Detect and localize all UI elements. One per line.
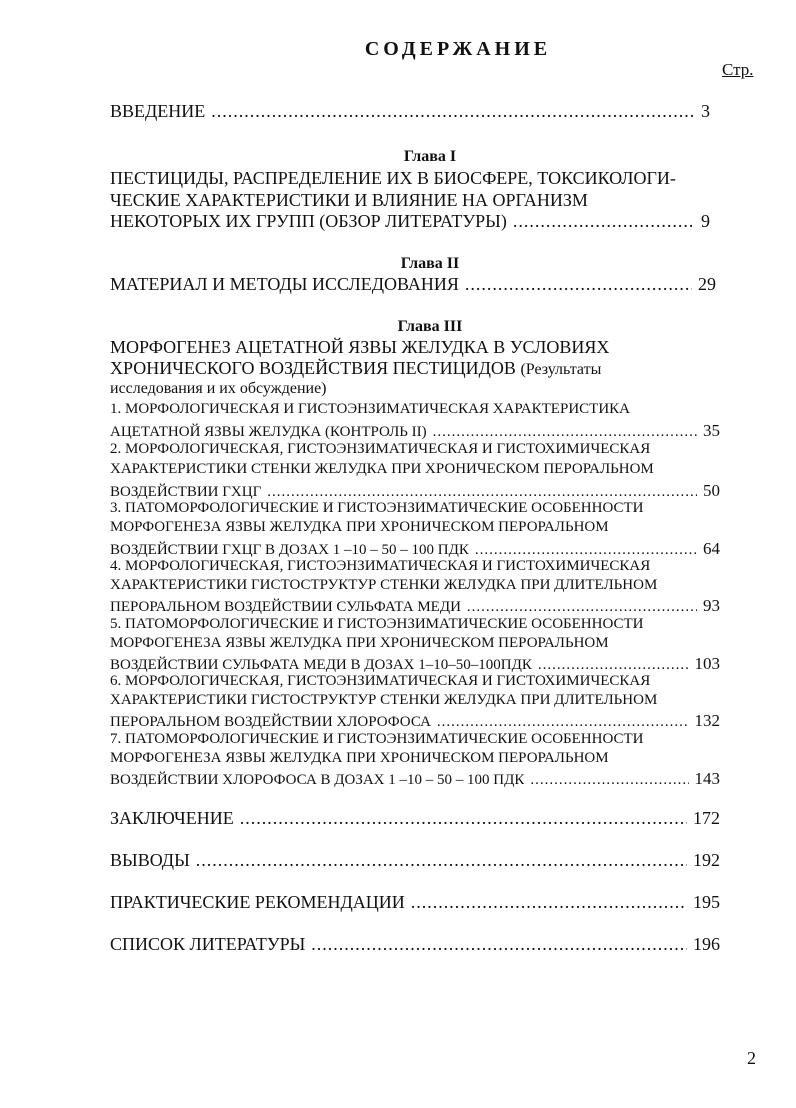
toc-entry-section-1[interactable] bbox=[110, 421, 720, 441]
toc-page-number: 192 bbox=[693, 850, 720, 870]
section-4-line: 4. МОРФОЛОГИЧЕСКАЯ, ГИСТОЭНЗИМАТИЧЕСКАЯ И ГИСТОХИМИЧЕСКАЯ bbox=[110, 558, 651, 574]
section-1-line: АЦЕТАТНОЙ ЯЗВЫ ЖЕЛУДКА (КОНТРОЛЬ II) bbox=[110, 424, 427, 440]
chapter-1-label: Глава I bbox=[403, 148, 457, 165]
toc-entry-title: МАТЕРИАЛ И МЕТОДЫ ИССЛЕДОВАНИЯ bbox=[110, 274, 459, 294]
toc-entry-references[interactable] bbox=[110, 934, 720, 955]
toc-leader bbox=[475, 542, 697, 559]
toc-leader bbox=[411, 892, 687, 913]
toc-entry-section-4[interactable] bbox=[110, 596, 720, 616]
toc-entry-section-2[interactable] bbox=[110, 481, 720, 501]
toc-leader bbox=[513, 211, 695, 232]
section-7-line: 7. ПАТОМОРФОЛОГИЧЕСКИЕ И ГИСТОЭНЗИМАТИЧЕСКИЕ ОСОБЕННОСТИ bbox=[110, 731, 644, 747]
toc-entry-section-3[interactable] bbox=[110, 539, 720, 559]
toc-page-number: 3 bbox=[701, 101, 710, 121]
toc-entry-conclusion[interactable] bbox=[110, 808, 720, 829]
section-7-line: ВОЗДЕЙСТВИИ ХЛОРОФОСА В ДОЗАХ 1 –10 – 50 – 100 ПДК bbox=[110, 772, 525, 788]
toc-entry-findings[interactable] bbox=[110, 850, 720, 871]
toc-leader bbox=[240, 808, 687, 829]
toc-entry-section-7[interactable] bbox=[110, 769, 720, 789]
toc-page-number: 64 bbox=[703, 539, 720, 558]
toc-page-number: 29 bbox=[698, 274, 716, 294]
section-5-line: 5. ПАТОМОРФОЛОГИЧЕСКИЕ И ГИСТОЭНЗИМАТИЧЕСКИЕ ОСОБЕННОСТИ bbox=[110, 616, 644, 632]
chapter-1-title-line: НЕКОТОРЫХ ИХ ГРУПП (ОБЗОР ЛИТЕРАТУРЫ) bbox=[110, 211, 507, 231]
toc-leader bbox=[311, 934, 687, 955]
chapter-3-title-text: ХРОНИЧЕСКОГО ВОЗДЕЙСТВИЯ ПЕСТИЦИДОВ bbox=[110, 358, 516, 378]
section-4-line: ПЕРОРАЛЬНОМ ВОЗДЕЙСТВИИ СУЛЬФАТА МЕДИ bbox=[110, 599, 461, 615]
toc-page-number: 50 bbox=[703, 481, 720, 500]
toc-page-number: 195 bbox=[693, 892, 720, 912]
chapter-2-label: Глава II bbox=[400, 255, 460, 272]
footer-page-number: 2 bbox=[747, 1048, 756, 1068]
toc-leader bbox=[211, 101, 695, 122]
toc-leader bbox=[465, 274, 692, 295]
chapter-3-title-line: МОРФОГЕНЕЗ АЦЕТАТНОЙ ЯЗВЫ ЖЕЛУДКА В УСЛОВИЯХ bbox=[110, 337, 610, 357]
section-1-line: 1. МОРФОЛОГИЧЕСКАЯ И ГИСТОЭНЗИМАТИЧЕСКАЯ ХАРАКТЕРИСТИКА bbox=[110, 401, 630, 417]
chapter-3-title-note: (Результаты bbox=[520, 361, 602, 378]
toc-page-number: 35 bbox=[703, 421, 720, 440]
section-6-line: ПЕРОРАЛЬНОМ ВОЗДЕЙСТВИИ ХЛОРОФОСА bbox=[110, 714, 431, 730]
toc-leader bbox=[196, 850, 687, 871]
section-5-line: МОРФОГЕНЕЗА ЯЗВЫ ЖЕЛУДКА ПРИ ХРОНИЧЕСКОМ ПЕРОРАЛЬНОМ bbox=[110, 635, 609, 651]
toc-entry-recommendations[interactable] bbox=[110, 892, 720, 913]
toc-page-number: 132 bbox=[694, 711, 720, 730]
toc-leader bbox=[538, 657, 689, 674]
section-5-line: ВОЗДЕЙСТВИИ СУЛЬФАТА МЕДИ В ДОЗАХ 1–10–50–100ПДК bbox=[110, 657, 532, 673]
chapter-1-title-line: ЧЕСКИЕ ХАРАКТЕРИСТИКИ И ВЛИЯНИЕ НА ОРГАНИЗМ bbox=[110, 190, 588, 210]
toc-entry-chapter-2[interactable] bbox=[110, 274, 716, 295]
section-4-line: ХАРАКТЕРИСТИКИ ГИСТОСТРУКТУР СТЕНКИ ЖЕЛУДКА ПРИ ДЛИТЕЛЬНОМ bbox=[110, 577, 658, 593]
section-2-line: 2. МОРФОЛОГИЧЕСКАЯ, ГИСТОЭНЗИМАТИЧЕСКАЯ И ГИСТОХИМИЧЕСКАЯ bbox=[110, 441, 651, 457]
section-2-line: ВОЗДЕЙСТВИИ ГХЦГ bbox=[110, 484, 262, 500]
toc-page-number: 9 bbox=[701, 211, 710, 231]
toc-leader bbox=[467, 599, 697, 616]
toc-entry-title: СПИСОК ЛИТЕРАТУРЫ bbox=[110, 934, 306, 954]
toc-entry-title: ВЫВОДЫ bbox=[110, 850, 190, 870]
page-title: СОДЕРЖАНИЕ bbox=[364, 38, 552, 60]
section-3-line: 3. ПАТОМОРФОЛОГИЧЕСКИЕ И ГИСТОЭНЗИМАТИЧЕСКИЕ ОСОБЕННОСТИ bbox=[110, 500, 644, 516]
chapter-3-title-line: исследования и их обсуждение) bbox=[110, 380, 327, 397]
toc-entry-section-6[interactable] bbox=[110, 711, 720, 731]
chapter-3-label: Глава III bbox=[397, 318, 463, 335]
chapter-1-title-line: ПЕСТИЦИДЫ, РАСПРЕДЕЛЕНИЕ ИХ В БИОСФЕРЕ, ТОКСИКОЛОГИ- bbox=[110, 168, 676, 188]
section-3-line: ВОЗДЕЙСТВИИ ГХЦГ В ДОЗАХ 1 –10 – 50 – 100 ПДК bbox=[110, 542, 469, 558]
toc-leader bbox=[433, 424, 697, 441]
toc-entry-intro[interactable] bbox=[110, 101, 710, 122]
toc-page-number: 143 bbox=[694, 769, 720, 788]
toc-entry-section-5[interactable] bbox=[110, 654, 720, 674]
section-6-line: 6. МОРФОЛОГИЧЕСКАЯ, ГИСТОЭНЗИМАТИЧЕСКАЯ И ГИСТОХИМИЧЕСКАЯ bbox=[110, 673, 651, 689]
section-2-line: ХАРАКТЕРИСТИКИ СТЕНКИ ЖЕЛУДКА ПРИ ХРОНИЧЕСКОМ ПЕРОРАЛЬНОМ bbox=[110, 461, 654, 477]
toc-leader bbox=[267, 484, 697, 501]
section-7-line: МОРФОГЕНЕЗА ЯЗВЫ ЖЕЛУДКА ПРИ ХРОНИЧЕСКОМ ПЕРОРАЛЬНОМ bbox=[110, 750, 609, 766]
toc-entry-chapter-1[interactable] bbox=[110, 211, 710, 232]
toc-page-number: 196 bbox=[693, 934, 720, 954]
toc-leader bbox=[530, 772, 688, 789]
section-6-line: ХАРАКТЕРИСТИКИ ГИСТОСТРУКТУР СТЕНКИ ЖЕЛУДКА ПРИ ДЛИТЕЛЬНОМ bbox=[110, 692, 658, 708]
toc-page-number: 172 bbox=[693, 808, 720, 828]
page-column-label: Стр. bbox=[722, 60, 754, 79]
toc-leader bbox=[437, 714, 689, 731]
section-3-line: МОРФОГЕНЕЗА ЯЗВЫ ЖЕЛУДКА ПРИ ХРОНИЧЕСКОМ ПЕРОРАЛЬНОМ bbox=[110, 519, 609, 535]
chapter-3-title-line bbox=[110, 358, 601, 379]
toc-page-number: 93 bbox=[703, 596, 720, 615]
toc-entry-title: ПРАКТИЧЕСКИЕ РЕКОМЕНДАЦИИ bbox=[110, 892, 405, 912]
toc-entry-title: ВВЕДЕНИЕ bbox=[110, 101, 206, 121]
toc-entry-title: ЗАКЛЮЧЕНИЕ bbox=[110, 808, 234, 828]
toc-page-number: 103 bbox=[694, 654, 720, 673]
